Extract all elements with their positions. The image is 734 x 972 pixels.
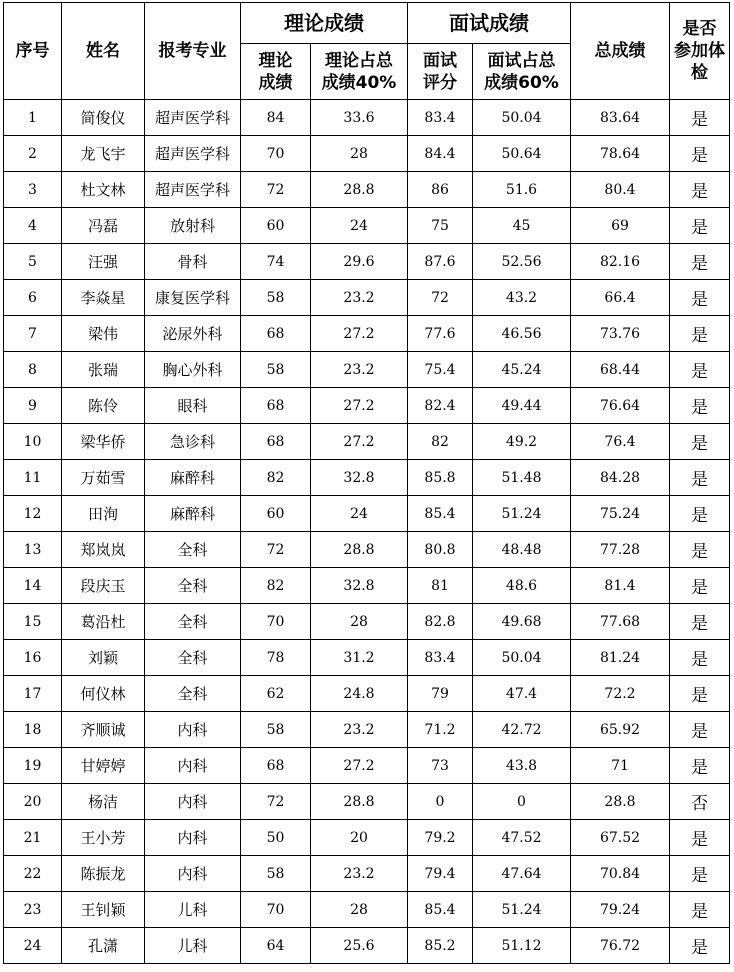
table-row [4,460,730,496]
table-row [4,532,730,568]
table-row [4,352,730,388]
theory-score-cell: 82 [241,460,311,496]
theory-percent-cell: 23.2 [311,712,408,748]
header-theory-score-line1: 理论 [258,50,293,71]
interview-score-cell: 77.6 [408,316,473,352]
theory-score-cell: 78 [241,640,311,676]
interview-percent-cell: 49.44 [473,388,571,424]
theory-score-cell: 84 [241,100,311,136]
table-row [4,172,730,208]
table-body [4,100,730,964]
interview-percent-cell: 51.24 [473,496,571,532]
table-row [4,208,730,244]
major-cell: 全科 [145,532,241,568]
seq-cell: 8 [4,352,62,388]
physical-exam-cell: 是 [670,352,730,388]
seq-cell: 15 [4,604,62,640]
major-cell: 全科 [145,676,241,712]
name-cell: 王钊颖 [62,892,145,928]
physical-exam-cell: 否 [670,784,730,820]
interview-score-cell: 85.4 [408,892,473,928]
theory-percent-cell: 27.2 [311,316,408,352]
theory-score-cell: 58 [241,856,311,892]
major-cell: 儿科 [145,892,241,928]
theory-score-cell: 62 [241,676,311,712]
interview-score-cell: 85.8 [408,460,473,496]
interview-score-cell: 85.2 [408,928,473,964]
theory-score-cell: 64 [241,928,311,964]
seq-cell: 1 [4,100,62,136]
total-score-cell: 77.28 [571,532,670,568]
interview-percent-cell: 45.24 [473,352,571,388]
name-cell: 王小芳 [62,820,145,856]
table-row [4,280,730,316]
interview-percent-cell: 0 [473,784,571,820]
theory-score-cell: 68 [241,316,311,352]
theory-score-cell: 74 [241,244,311,280]
physical-exam-cell: 是 [670,820,730,856]
major-cell: 内科 [145,712,241,748]
interview-score-cell: 83.4 [408,100,473,136]
seq-cell: 22 [4,856,62,892]
theory-score-cell: 58 [241,280,311,316]
interview-score-cell: 71.2 [408,712,473,748]
total-score-cell: 71 [571,748,670,784]
major-cell: 全科 [145,640,241,676]
theory-score-cell: 70 [241,892,311,928]
total-score-cell: 80.4 [571,172,670,208]
header-theory-percent [311,44,408,100]
major-cell: 超声医学科 [145,100,241,136]
seq-cell: 11 [4,460,62,496]
physical-exam-cell: 是 [670,712,730,748]
physical-exam-cell: 是 [670,424,730,460]
table-row [4,136,730,172]
header-theory-score-line2: 成绩 [258,72,293,93]
header-total: 总成绩 [571,3,670,100]
table-row [4,712,730,748]
major-cell: 内科 [145,856,241,892]
theory-percent-cell: 28.8 [311,172,408,208]
table-row [4,244,730,280]
major-cell: 内科 [145,748,241,784]
total-score-cell: 79.24 [571,892,670,928]
interview-percent-cell: 51.12 [473,928,571,964]
table-row [4,892,730,928]
theory-score-cell: 68 [241,424,311,460]
theory-percent-cell: 28.8 [311,784,408,820]
total-score-cell: 67.52 [571,820,670,856]
header-theory-group: 理论成绩 [241,3,408,44]
name-cell: 段庆玉 [62,568,145,604]
physical-exam-cell: 是 [670,244,730,280]
interview-score-cell: 81 [408,568,473,604]
name-cell: 冯磊 [62,208,145,244]
name-cell: 田洵 [62,496,145,532]
interview-percent-cell: 49.68 [473,604,571,640]
seq-cell: 7 [4,316,62,352]
header-major: 报考专业 [145,3,241,100]
theory-percent-cell: 24 [311,208,408,244]
table-header [4,3,730,100]
theory-score-cell: 58 [241,712,311,748]
total-score-cell: 83.64 [571,100,670,136]
theory-percent-cell: 20 [311,820,408,856]
name-cell: 汪强 [62,244,145,280]
interview-score-cell: 85.4 [408,496,473,532]
total-score-cell: 65.92 [571,712,670,748]
major-cell: 内科 [145,820,241,856]
theory-percent-cell: 24.8 [311,676,408,712]
interview-percent-cell: 46.56 [473,316,571,352]
seq-cell: 23 [4,892,62,928]
interview-score-cell: 82.8 [408,604,473,640]
total-score-cell: 76.4 [571,424,670,460]
name-cell: 郑岚岚 [62,532,145,568]
header-interview-score-line2: 评分 [423,72,457,93]
score-table [3,2,730,964]
interview-score-cell: 79.2 [408,820,473,856]
interview-percent-cell: 50.04 [473,640,571,676]
theory-percent-cell: 31.2 [311,640,408,676]
interview-score-cell: 73 [408,748,473,784]
seq-cell: 9 [4,388,62,424]
theory-percent-cell: 32.8 [311,568,408,604]
physical-exam-cell: 是 [670,892,730,928]
seq-cell: 17 [4,676,62,712]
physical-exam-cell: 是 [670,388,730,424]
physical-exam-cell: 是 [670,928,730,964]
interview-percent-cell: 50.04 [473,100,571,136]
physical-exam-cell: 是 [670,640,730,676]
interview-score-cell: 84.4 [408,136,473,172]
header-theory-percent-line1: 理论占总 [325,50,393,71]
header-interview-score-line1: 面试 [423,50,457,71]
major-cell: 急诊科 [145,424,241,460]
theory-score-cell: 58 [241,352,311,388]
total-score-cell: 77.68 [571,604,670,640]
interview-score-cell: 79 [408,676,473,712]
seq-cell: 3 [4,172,62,208]
major-cell: 骨科 [145,244,241,280]
interview-percent-cell: 47.4 [473,676,571,712]
interview-score-cell: 0 [408,784,473,820]
major-cell: 内科 [145,784,241,820]
interview-percent-cell: 52.56 [473,244,571,280]
interview-percent-cell: 51.48 [473,460,571,496]
name-cell: 何仪林 [62,676,145,712]
interview-percent-cell: 51.6 [473,172,571,208]
theory-percent-cell: 23.2 [311,280,408,316]
name-cell: 刘颖 [62,640,145,676]
theory-score-cell: 72 [241,172,311,208]
interview-percent-cell: 48.6 [473,568,571,604]
total-score-cell: 82.16 [571,244,670,280]
seq-cell: 14 [4,568,62,604]
seq-cell: 10 [4,424,62,460]
theory-score-cell: 70 [241,604,311,640]
seq-cell: 2 [4,136,62,172]
header-physical-exam [670,3,730,100]
table-row [4,856,730,892]
header-interview-score [408,44,473,100]
interview-score-cell: 82.4 [408,388,473,424]
interview-score-cell: 86 [408,172,473,208]
theory-score-cell: 68 [241,388,311,424]
interview-score-cell: 75 [408,208,473,244]
theory-score-cell: 70 [241,136,311,172]
theory-percent-cell: 27.2 [311,424,408,460]
total-score-cell: 66.4 [571,280,670,316]
name-cell: 李焱星 [62,280,145,316]
total-score-cell: 78.64 [571,136,670,172]
header-theory-percent-line2: 成绩40% [321,72,397,93]
header-seq: 序号 [4,3,62,100]
name-cell: 孔潇 [62,928,145,964]
seq-cell: 12 [4,496,62,532]
name-cell: 葛沿杜 [62,604,145,640]
interview-percent-cell: 47.64 [473,856,571,892]
major-cell: 全科 [145,604,241,640]
theory-percent-cell: 23.2 [311,856,408,892]
physical-exam-cell: 是 [670,172,730,208]
name-cell: 梁华侨 [62,424,145,460]
total-score-cell: 73.76 [571,316,670,352]
table-row [4,388,730,424]
interview-score-cell: 79.4 [408,856,473,892]
total-score-cell: 76.64 [571,388,670,424]
interview-percent-cell: 51.24 [473,892,571,928]
seq-cell: 4 [4,208,62,244]
physical-exam-cell: 是 [670,460,730,496]
physical-exam-cell: 是 [670,100,730,136]
seq-cell: 5 [4,244,62,280]
theory-percent-cell: 29.6 [311,244,408,280]
total-score-cell: 81.4 [571,568,670,604]
interview-score-cell: 82 [408,424,473,460]
theory-percent-cell: 25.6 [311,928,408,964]
header-interview-percent-line1: 面试占总 [487,50,556,71]
physical-exam-cell: 是 [670,532,730,568]
theory-percent-cell: 33.6 [311,100,408,136]
theory-percent-cell: 28 [311,136,408,172]
total-score-cell: 81.24 [571,640,670,676]
theory-percent-cell: 27.2 [311,388,408,424]
header-interview-percent-line2: 成绩60% [484,72,559,93]
table-row [4,604,730,640]
header-physical-exam-line1: 是否 [682,19,717,39]
interview-score-cell: 87.6 [408,244,473,280]
major-cell: 眼科 [145,388,241,424]
theory-percent-cell: 24 [311,496,408,532]
physical-exam-cell: 是 [670,208,730,244]
theory-percent-cell: 32.8 [311,460,408,496]
theory-percent-cell: 28.8 [311,532,408,568]
table-row [4,748,730,784]
header-physical-exam-line2: 参加体检 [674,41,725,83]
major-cell: 麻醉科 [145,460,241,496]
table-row [4,316,730,352]
physical-exam-cell: 是 [670,568,730,604]
theory-score-cell: 68 [241,748,311,784]
major-cell: 胸心外科 [145,352,241,388]
total-score-cell: 72.2 [571,676,670,712]
total-score-cell: 28.8 [571,784,670,820]
physical-exam-cell: 是 [670,280,730,316]
interview-percent-cell: 47.52 [473,820,571,856]
theory-score-cell: 72 [241,532,311,568]
interview-percent-cell: 45 [473,208,571,244]
physical-exam-cell: 是 [670,136,730,172]
seq-cell: 6 [4,280,62,316]
total-score-cell: 84.28 [571,460,670,496]
table-row [4,640,730,676]
major-cell: 全科 [145,568,241,604]
major-cell: 儿科 [145,928,241,964]
theory-percent-cell: 28 [311,604,408,640]
name-cell: 龙飞宇 [62,136,145,172]
physical-exam-cell: 是 [670,316,730,352]
interview-percent-cell: 49.2 [473,424,571,460]
physical-exam-cell: 是 [670,676,730,712]
theory-score-cell: 82 [241,568,311,604]
seq-cell: 21 [4,820,62,856]
major-cell: 泌尿外科 [145,316,241,352]
name-cell: 杜文林 [62,172,145,208]
total-score-cell: 68.44 [571,352,670,388]
interview-percent-cell: 43.2 [473,280,571,316]
table-row [4,928,730,964]
interview-score-cell: 83.4 [408,640,473,676]
header-name: 姓名 [62,3,145,100]
seq-cell: 13 [4,532,62,568]
header-interview-group: 面试成绩 [408,3,571,44]
table-row [4,424,730,460]
major-cell: 放射科 [145,208,241,244]
interview-percent-cell: 43.8 [473,748,571,784]
major-cell: 麻醉科 [145,496,241,532]
table-row [4,496,730,532]
total-score-cell: 76.72 [571,928,670,964]
total-score-cell: 75.24 [571,496,670,532]
name-cell: 杨洁 [62,784,145,820]
name-cell: 简俊仪 [62,100,145,136]
seq-cell: 18 [4,712,62,748]
header-theory-score [241,44,311,100]
physical-exam-cell: 是 [670,604,730,640]
theory-score-cell: 60 [241,496,311,532]
major-cell: 康复医学科 [145,280,241,316]
physical-exam-cell: 是 [670,748,730,784]
seq-cell: 16 [4,640,62,676]
table-row [4,820,730,856]
theory-score-cell: 50 [241,820,311,856]
interview-percent-cell: 48.48 [473,532,571,568]
name-cell: 陈伶 [62,388,145,424]
interview-percent-cell: 50.64 [473,136,571,172]
table-row [4,100,730,136]
theory-percent-cell: 28 [311,892,408,928]
interview-percent-cell: 42.72 [473,712,571,748]
name-cell: 甘婷婷 [62,748,145,784]
name-cell: 张瑞 [62,352,145,388]
table-row [4,568,730,604]
score-sheet [3,2,730,964]
name-cell: 陈振龙 [62,856,145,892]
interview-score-cell: 72 [408,280,473,316]
theory-percent-cell: 27.2 [311,748,408,784]
interview-score-cell: 80.8 [408,532,473,568]
total-score-cell: 69 [571,208,670,244]
seq-cell: 19 [4,748,62,784]
major-cell: 超声医学科 [145,172,241,208]
theory-percent-cell: 23.2 [311,352,408,388]
theory-score-cell: 60 [241,208,311,244]
major-cell: 超声医学科 [145,136,241,172]
name-cell: 梁伟 [62,316,145,352]
table-row [4,784,730,820]
header-interview-percent [473,44,571,100]
physical-exam-cell: 是 [670,496,730,532]
seq-cell: 24 [4,928,62,964]
table-row [4,676,730,712]
physical-exam-cell: 是 [670,856,730,892]
theory-score-cell: 72 [241,784,311,820]
total-score-cell: 70.84 [571,856,670,892]
name-cell: 万茹雪 [62,460,145,496]
interview-score-cell: 75.4 [408,352,473,388]
name-cell: 齐顺诚 [62,712,145,748]
seq-cell: 20 [4,784,62,820]
